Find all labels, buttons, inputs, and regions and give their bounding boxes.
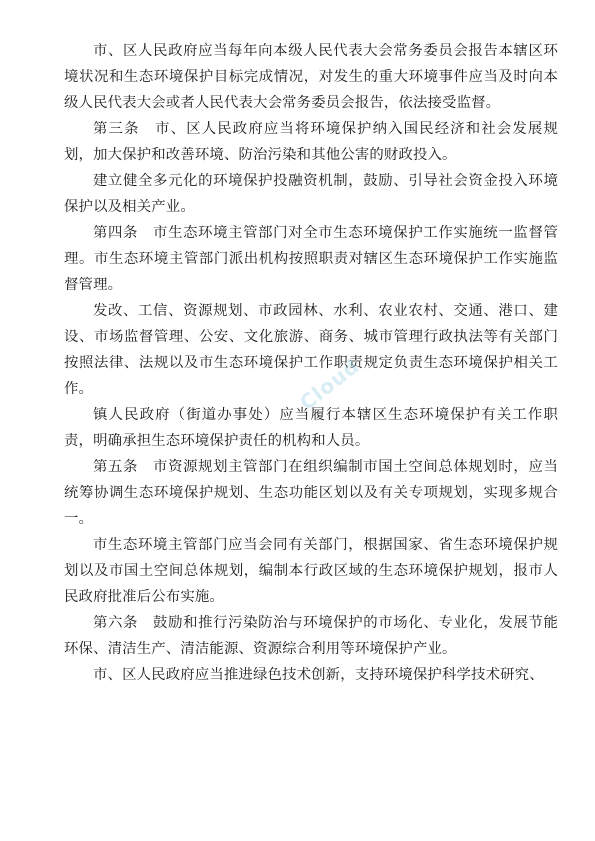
paragraph-8: 市生态环境主管部门应当会同有关部门，根据国家、省生态环境保护规划以及市国土空间总体规划，编制本行政区域的生态环境保护规划，报市人民政府批准后公布实施。 bbox=[64, 537, 558, 605]
paragraph-3: 建立健全多元化的环境保护投融资机制，鼓励、引导社会资金投入环境保护以及相关产业。 bbox=[64, 173, 558, 215]
paragraph-article-4: 第四条 市生态环境主管部门对全市生态环境保护工作实施统一监督管理。市生态环境主管部门派出机构按照职责对辖区生态环境保护工作实施监督管理。 bbox=[64, 225, 558, 293]
paragraph-5: 发改、工信、资源规划、市政园林、水利、农业农村、交通、港口、建设、市场监督管理、公安、文化旅游、商务、城市管理行政执法等有关部门按照法律、法规以及市生态环境保护工作职责规定负责生态环境保护相关工作。 bbox=[64, 303, 558, 397]
paragraph-10: 市、区人民政府应当推进绿色技术创新，支持环境保护科学技术研究、 bbox=[93, 667, 544, 683]
watermark: Cloud bbox=[295, 353, 365, 415]
paragraph-article-5: 第五条 市资源规划主管部门在组织编制市国土空间总体规划时，应当统筹协调生态环境保护规划、生态功能区划以及有关专项规划，实现多规合一。 bbox=[64, 459, 558, 527]
document-body bbox=[64, 38, 558, 688]
paragraph-article-3: 第三条 市、区人民政府应当将环境保护纳入国民经济和社会发展规划，加大保护和改善环境、防治污染和其他公害的财政投入。 bbox=[64, 121, 558, 163]
paragraph-1: 市、区人民政府应当每年向本级人民代表大会常务委员会报告本辖区环境状况和生态环境保护目标完成情况，对发生的重大环境事件应当及时向本级人民代表大会或者人民代表大会常务委员会报告，依法接受监督。 bbox=[64, 43, 558, 111]
paragraph-6: 镇人民政府（街道办事处）应当履行本辖区生态环境保护有关工作职责，明确承担生态环境保护责任的机构和人员。 bbox=[64, 407, 558, 449]
paragraph-article-6: 第六条 鼓励和推行污染防治与环境保护的市场化、专业化，发展节能环保、清洁生产、清洁能源、资源综合利用等环境保护产业。 bbox=[64, 615, 558, 657]
